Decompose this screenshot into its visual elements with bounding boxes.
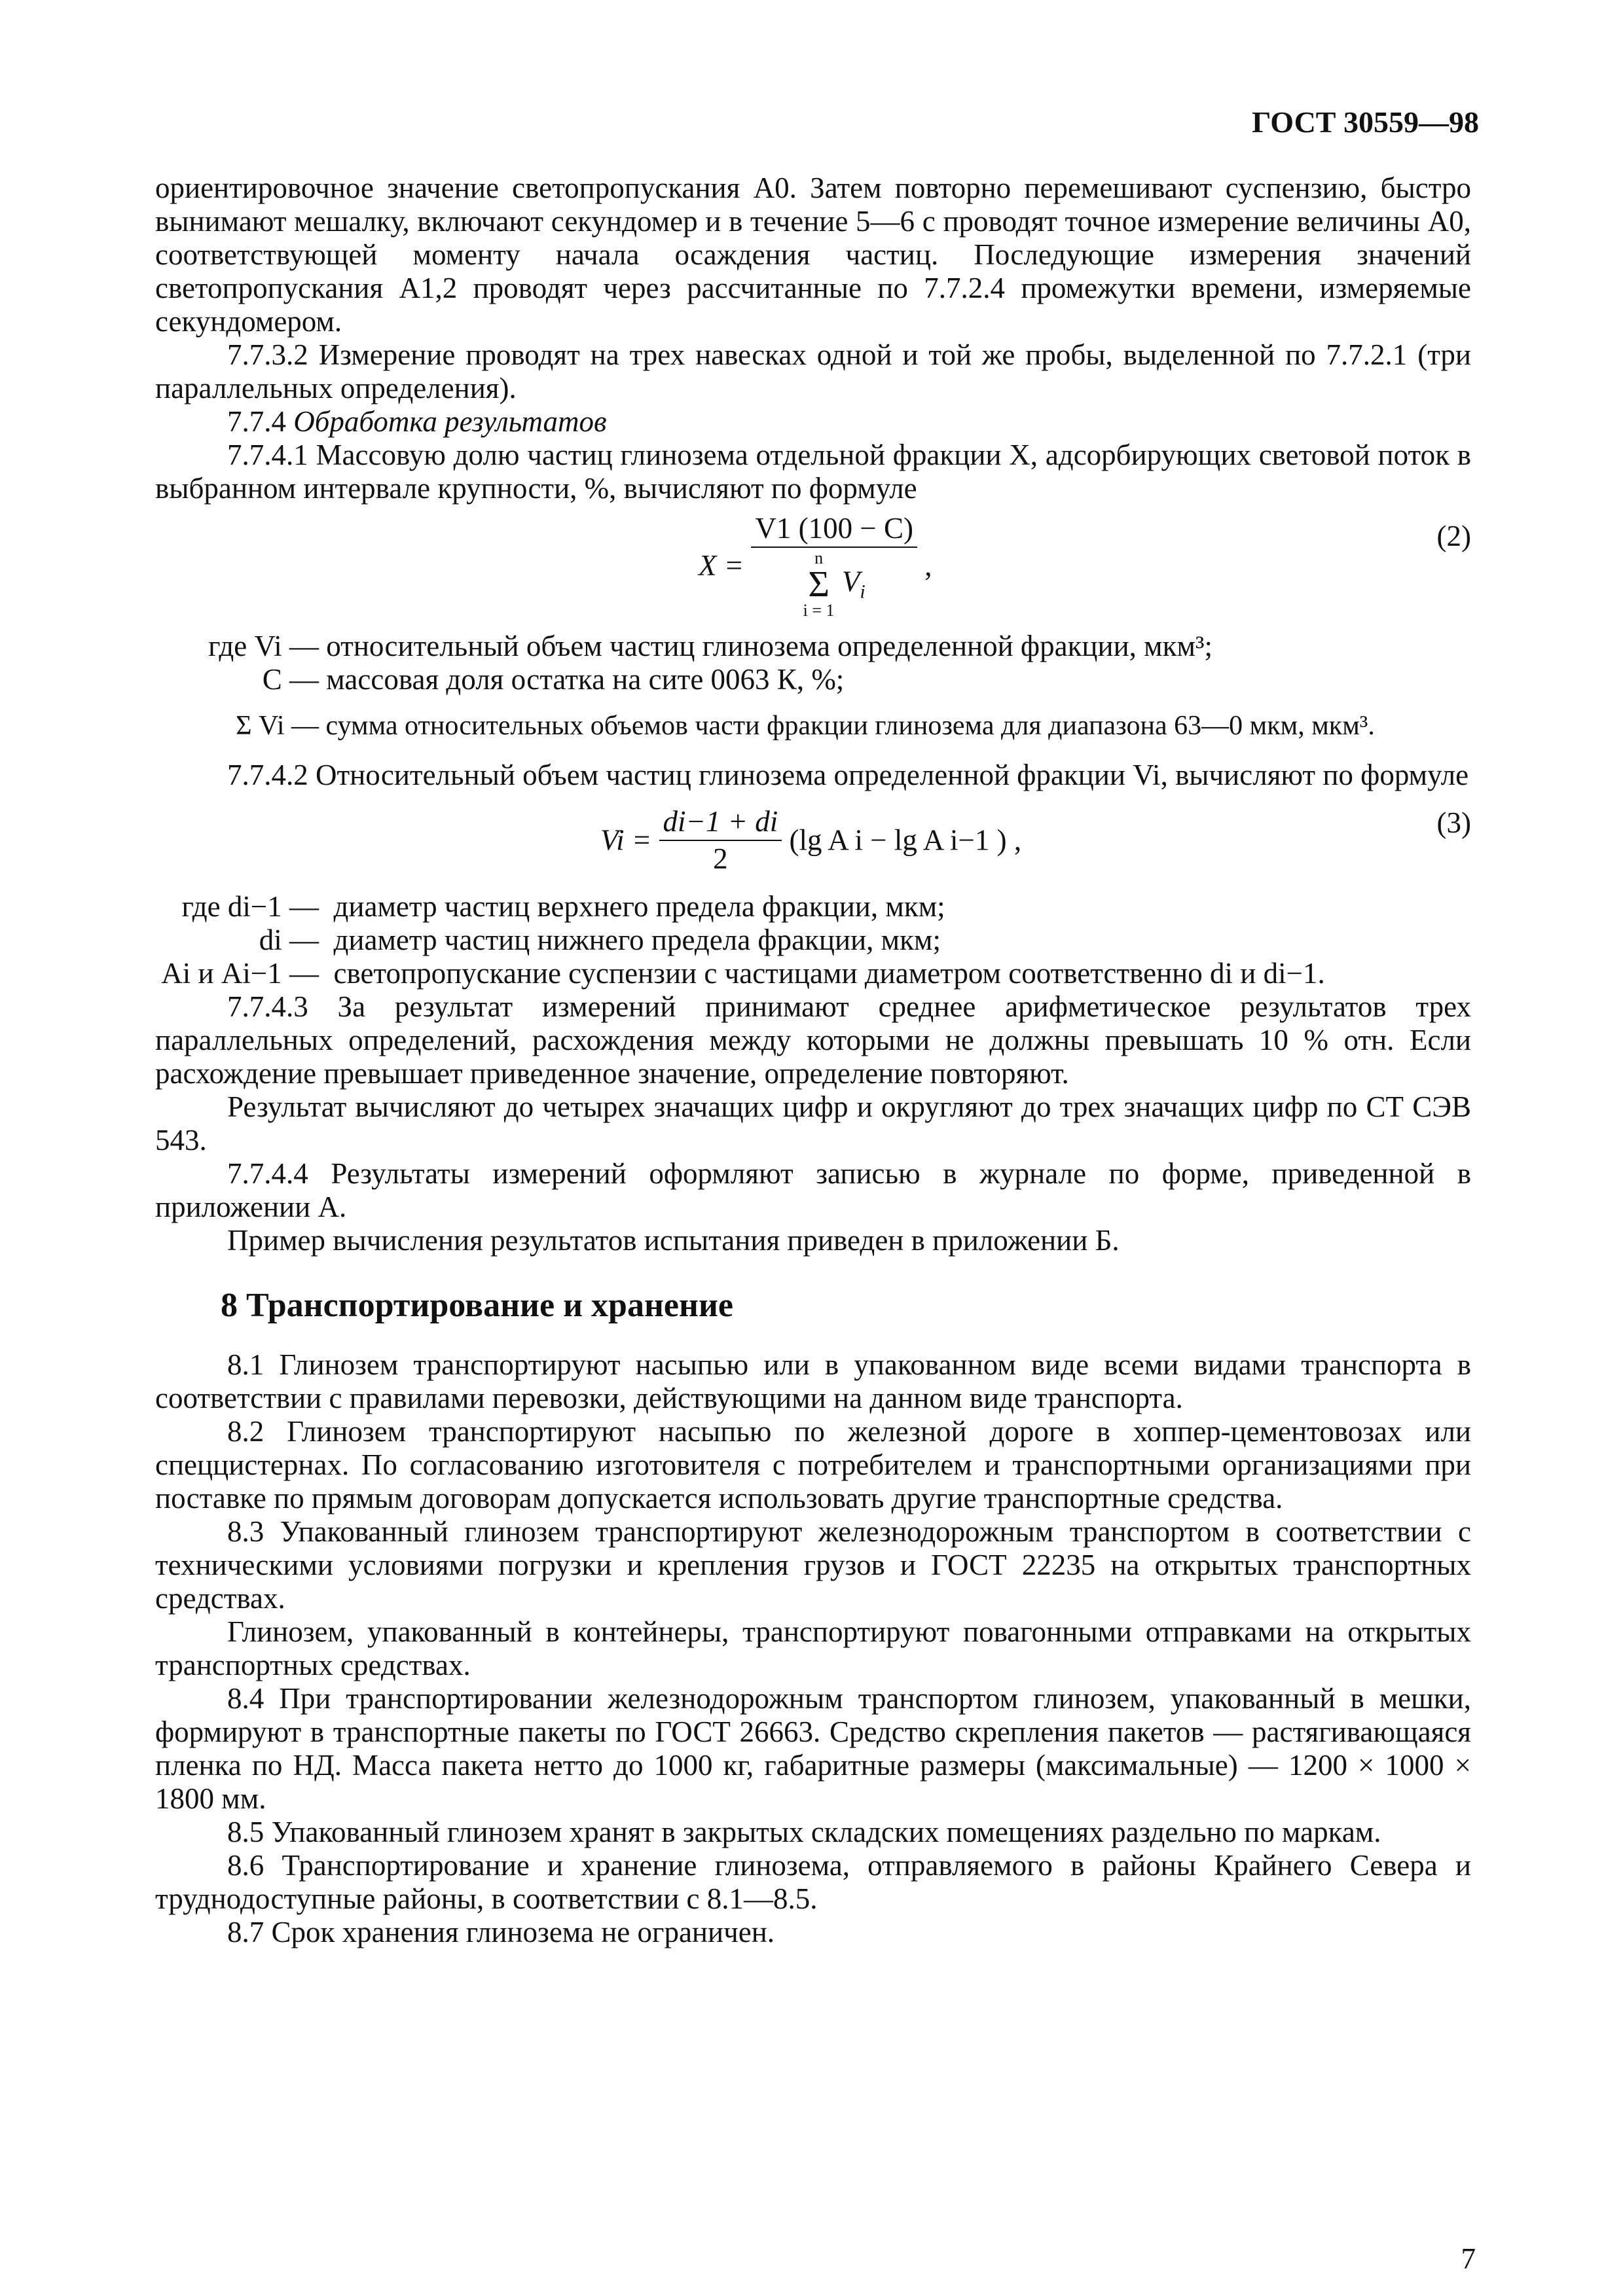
sum-symbol: n Σ i = 1 [803, 548, 835, 620]
definition-row [155, 630, 1471, 663]
paragraph-8-5: 8.5 Упакованный глинозем хранят в закрытых складских помещениях раздельно по маркам. [227, 1816, 1381, 1848]
standard-header: ГОСТ 30559—98 [1252, 105, 1479, 139]
definition-row [155, 890, 1471, 924]
formula-3 [155, 792, 1471, 890]
paragraph-8-7: 8.7 Срок хранения глинозема не ограничен. [227, 1916, 775, 1948]
formula3-number: (3) [1436, 806, 1471, 839]
formula2-den-var: V [841, 565, 860, 598]
page-number: 7 [1461, 2242, 1476, 2275]
formula3-fraction [659, 805, 782, 876]
definition-row [155, 709, 1471, 743]
paragraph-7-7-4-3: 7.7.4.3 За результат измерений принимают среднее арифметическое результатов трех параллельных определений, расхождения между которыми не должны превышать 10 % отн. Если расхождение превышает приведенное значение, определение повторяют. [155, 990, 1471, 1090]
formula3-numerator: di−1 + di [659, 805, 782, 841]
definition-term: Σ Vi — [236, 711, 319, 741]
paragraph-example: Пример вычисления результатов испытания приведен в приложении Б. [227, 1224, 1120, 1257]
paragraph-7-7-4-2: 7.7.4.2 Относительный объем частиц глинозема определенной фракции Vi, вычисляют по формуле [227, 759, 1469, 791]
formula2-denominator [803, 548, 866, 620]
definition-term: Ai и Ai−1 — [161, 957, 319, 990]
sigma-upper: n [814, 548, 824, 567]
formula3-lhs: Vi = [600, 823, 652, 857]
definition-row [155, 957, 1471, 990]
definition-term: где Vi — [208, 630, 319, 662]
definition-text: диаметр частиц верхнего предела фракции, мкм; [333, 890, 945, 923]
definition-text: массовая доля остатка на сите 0063 К, %; [326, 663, 845, 696]
subsection-7-7-4 [155, 405, 1471, 439]
subsection-title: Обработка результатов [293, 405, 607, 438]
paragraph-calculation: Результат вычисляют до четырех значащих цифр и округляют до трех значащих цифр по СТ СЭВ 543. [155, 1090, 1471, 1157]
formula2-fraction [751, 512, 917, 620]
formula3-rhs: (lg A i − lg A i−1 ) , [789, 823, 1022, 857]
paragraph-a0: ориентировочное значение светопропускания A0. Затем повторно перемешивают суспензию, быстро вынимают мешалку, включают секундомер и в течение 5—6 с проводят точное измерение величины A0, соответствующей моменту начала осаждения частиц. Последующие измерения значений светопропускания A1,2 проводят через рассчитанные по 7.7.2.4 промежутки времени, измеряемые секундомером. [155, 171, 1471, 338]
paragraph-7-7-3-2: 7.7.3.2 Измерение проводят на трех навесках одной и той же пробы, выделенной по 7.7.2.1 (три параллельных определения). [155, 338, 1471, 404]
paragraph-8-3: 8.3 Упакованный глинозем транспортируют железнодорожным транспортом в соответствии с техническими условиями погрузки и крепления грузов и ГОСТ 22235 на открытых транспортных средствах. [155, 1515, 1471, 1615]
subsection-number: 7.7.4 [227, 405, 286, 438]
formula2-number: (2) [1436, 520, 1471, 552]
paragraph-8-6: 8.6 Транспортирование и хранение глинозема, отправляемого в районы Крайнего Севера и труднодоступные районы, в соответствии с 8.1—8.5. [155, 1849, 1471, 1915]
paragraph-7-7-4-1: 7.7.4.1 Массовую долю частиц глинозема отдельной фракции X, адсорбирующих световой поток в выбранном интервале крупности, %, вычисляют по формуле [155, 439, 1471, 505]
definition-term: C — [262, 663, 319, 696]
definition-row [155, 924, 1471, 957]
definition-text: диаметр частиц нижнего предела фракции, мкм; [333, 924, 941, 956]
definition-text: светопропускание суспензии с частицами диаметром соответственно di и di−1. [333, 957, 1325, 990]
paragraph-7-7-4-4: 7.7.4.4 Результаты измерений оформляют записью в журнале по форме, приведенной в приложении А. [155, 1157, 1471, 1223]
paragraph-8-3-containers: Глинозем, упакованный в контейнеры, транспортируют повагонными отправками на открытых транспортных средствах. [155, 1615, 1471, 1681]
paragraph-8-1: 8.1 Глинозем транспортируют насыпью или в упакованном виде всеми видами транспорта в соответствии с правилами перевозки, действующими на данном виде транспорта. [155, 1348, 1471, 1414]
sigma-lower: i = 1 [803, 601, 835, 620]
definition-term: где di−1 — [181, 890, 319, 923]
formula2-den-sub: i [860, 581, 866, 603]
paragraph-8-2: 8.2 Глинозем транспортируют насыпью по железной дороге в хоппер-цементовозах или спеццистернах. По согласованию изготовителя с потребителем и транспортными организациями при поставке по прямым договорам допускается использовать другие транспортные средства. [155, 1415, 1471, 1515]
definitions-formula-3 [155, 890, 1471, 990]
paragraph-8-4: 8.4 При транспортировании железнодорожным транспортом глинозем, упакованный в мешки, формируют в транспортные пакеты по ГОСТ 26663. Средство скрепления пакетов — растягивающаяся пленка по НД. Масса пакета нетто до 1000 кг, габаритные размеры (максимальные) — 1200 × 1000 × 1800 мм. [155, 1682, 1471, 1815]
section-heading-8: 8 Транспортирование и хранение [221, 1287, 733, 1324]
definition-term: di — [259, 924, 319, 956]
formula2-numerator: V1 (100 − C) [751, 512, 917, 548]
formula3-denominator: 2 [713, 842, 728, 875]
formula2-lhs: X = [699, 549, 744, 582]
formula-2 [155, 505, 1471, 630]
definitions-formula-2 [155, 630, 1471, 743]
formula2-tail: , [924, 549, 932, 582]
definition-text: сумма относительных объемов части фракции глинозема для диапазона 63—0 мкм, мкм³. [325, 711, 1375, 741]
definition-text: относительный объем частиц глинозема определенной фракции, мкм³; [326, 630, 1213, 662]
page-body [155, 171, 1471, 1949]
definition-row [155, 663, 1471, 696]
